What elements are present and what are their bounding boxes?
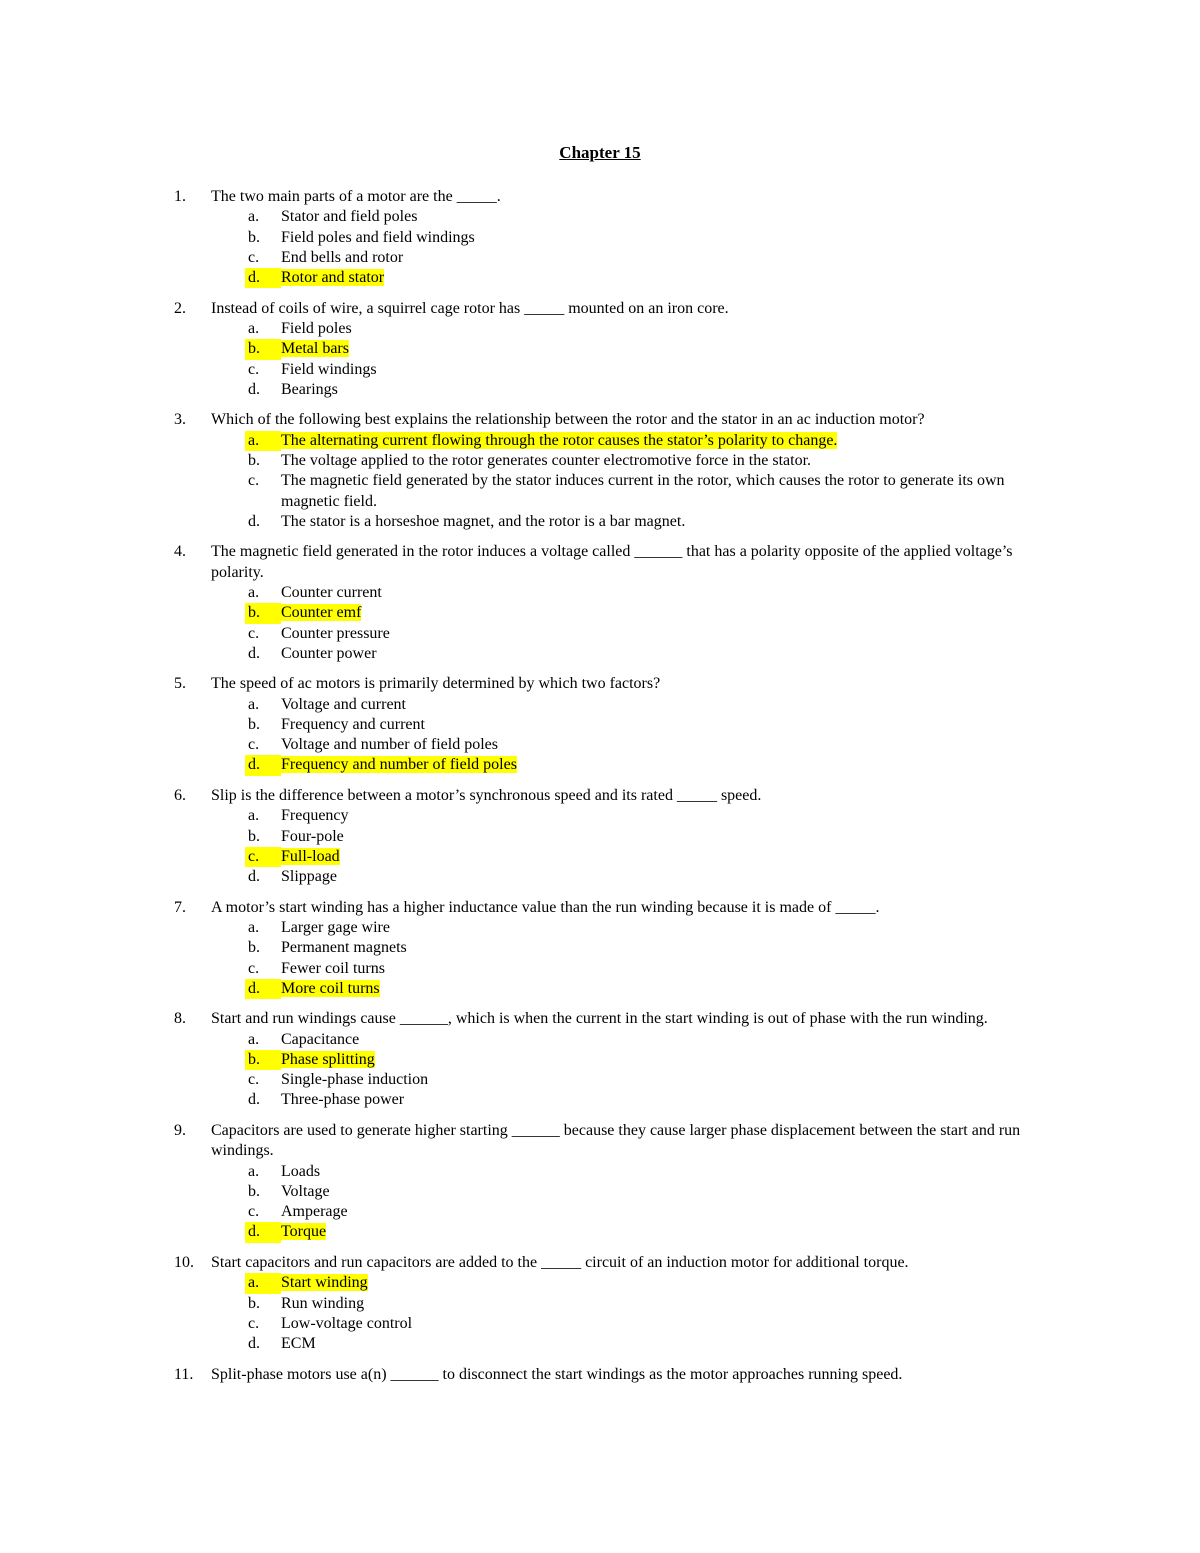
question-text: Capacitors are used to generate higher starting ______ because they cause larger phase displacement between the start and run windings. bbox=[211, 1121, 1021, 1160]
answer-option bbox=[245, 380, 1051, 400]
option-letter: b. bbox=[245, 1050, 281, 1070]
option-text: Slippage bbox=[281, 868, 337, 886]
question-text: Instead of coils of wire, a squirrel cage rotor has _____ mounted on an iron core. bbox=[211, 299, 729, 317]
option-letter: c. bbox=[248, 1314, 260, 1332]
option-text: Voltage and number of field poles bbox=[281, 736, 498, 754]
answer-option bbox=[245, 1162, 1051, 1182]
question-number: 11. bbox=[174, 1365, 194, 1383]
option-letter: d. bbox=[245, 268, 281, 288]
option-letter: c. bbox=[248, 1071, 260, 1089]
answer-option bbox=[245, 319, 1051, 339]
answer-option-highlighted bbox=[245, 755, 1051, 775]
option-text: Field windings bbox=[281, 360, 377, 378]
option-text: Frequency and number of field poles bbox=[281, 756, 517, 774]
answer-option bbox=[245, 1182, 1051, 1202]
option-letter: d. bbox=[248, 1091, 260, 1109]
question-item bbox=[0, 542, 1200, 664]
option-text: Run winding bbox=[281, 1294, 365, 1312]
option-text: Counter pressure bbox=[281, 624, 390, 642]
question-item bbox=[0, 1365, 1200, 1385]
option-text: ECM bbox=[281, 1335, 316, 1353]
answer-option bbox=[245, 806, 1051, 826]
option-text: Frequency bbox=[281, 807, 349, 825]
question-number: 6. bbox=[174, 786, 186, 804]
answer-option-highlighted bbox=[245, 1273, 1051, 1293]
option-letter: b. bbox=[248, 1182, 260, 1200]
option-letter: a. bbox=[248, 918, 260, 936]
question-item bbox=[0, 1009, 1200, 1110]
question-number: 4. bbox=[174, 543, 186, 561]
option-text: Frequency and current bbox=[281, 715, 425, 733]
answer-option-highlighted bbox=[245, 1050, 1051, 1070]
option-letter: d. bbox=[248, 644, 260, 662]
question-text: The magnetic field generated in the rotor induces a voltage called ______ that has a polarity opposite of the applied voltage’s polarity. bbox=[211, 543, 1013, 581]
option-text: Single-phase induction bbox=[281, 1071, 429, 1089]
option-text: Fewer coil turns bbox=[281, 959, 385, 977]
answer-option bbox=[245, 471, 1051, 512]
option-letter: c. bbox=[248, 736, 260, 754]
answer-option bbox=[245, 1090, 1051, 1110]
answer-option bbox=[245, 207, 1051, 227]
question-text: Which of the following best explains the relationship between the rotor and the stator in an ac induction motor? bbox=[211, 411, 925, 429]
option-letter: c. bbox=[248, 1203, 260, 1221]
answer-option-highlighted bbox=[245, 979, 1051, 999]
answer-option-highlighted bbox=[245, 1222, 1051, 1242]
option-letter: a. bbox=[248, 1162, 260, 1180]
answer-option bbox=[245, 715, 1051, 735]
option-text: Larger gage wire bbox=[281, 918, 390, 936]
question-text: The two main parts of a motor are the _____. bbox=[211, 188, 501, 205]
option-text: Counter emf bbox=[281, 604, 362, 622]
option-text: Low-voltage control bbox=[281, 1314, 413, 1332]
option-letter: b. bbox=[248, 1294, 260, 1312]
answer-option bbox=[245, 1070, 1051, 1090]
option-letter: c. bbox=[248, 360, 260, 378]
answer-option bbox=[245, 938, 1051, 958]
question-item bbox=[0, 299, 1200, 400]
answer-option bbox=[245, 360, 1051, 380]
question-number: 9. bbox=[174, 1121, 186, 1139]
answer-option bbox=[245, 248, 1051, 268]
answer-option bbox=[245, 583, 1051, 603]
question-number: 5. bbox=[174, 675, 186, 693]
option-text: Three-phase power bbox=[281, 1091, 405, 1109]
answer-option bbox=[245, 1294, 1051, 1314]
answer-option bbox=[245, 512, 1051, 532]
answer-option-highlighted bbox=[245, 268, 1051, 288]
option-text: Metal bars bbox=[281, 340, 349, 358]
option-text: Full-load bbox=[281, 847, 340, 865]
option-text: Torque bbox=[281, 1223, 327, 1241]
option-text: Capacitance bbox=[281, 1030, 360, 1048]
answer-option bbox=[245, 1334, 1051, 1354]
question-list bbox=[0, 187, 1200, 1395]
option-letter: b. bbox=[245, 339, 281, 359]
question-item bbox=[0, 786, 1200, 887]
answer-option bbox=[245, 918, 1051, 938]
option-letter: d. bbox=[245, 755, 281, 775]
answer-option bbox=[245, 644, 1051, 664]
option-letter: d. bbox=[245, 979, 281, 999]
option-letter: c. bbox=[248, 248, 260, 266]
option-letter: b. bbox=[248, 451, 260, 469]
answer-option bbox=[245, 1030, 1051, 1050]
option-letter: a. bbox=[245, 1273, 281, 1293]
option-text: Loads bbox=[281, 1162, 321, 1180]
question-text: Start and run windings cause ______, which is when the current in the start winding is out of phase with the run winding. bbox=[211, 1010, 988, 1028]
answer-option bbox=[245, 735, 1051, 755]
option-text: The alternating current flowing through the rotor causes the stator’s polarity to change. bbox=[281, 431, 838, 449]
question-number: 7. bbox=[174, 898, 186, 916]
question-number: 1. bbox=[174, 188, 186, 205]
answer-option bbox=[245, 1314, 1051, 1334]
option-text: Four-pole bbox=[281, 827, 344, 845]
option-letter: c. bbox=[245, 847, 281, 867]
answer-option bbox=[245, 228, 1051, 248]
option-letter: d. bbox=[245, 1222, 281, 1242]
option-text: Voltage and current bbox=[281, 695, 406, 713]
option-text: Counter power bbox=[281, 644, 377, 662]
option-text: Permanent magnets bbox=[281, 939, 407, 957]
option-letter: b. bbox=[248, 715, 260, 733]
option-letter: b. bbox=[248, 827, 260, 845]
option-letter: a. bbox=[248, 319, 260, 337]
option-letter: a. bbox=[248, 583, 260, 601]
answer-option-highlighted bbox=[245, 431, 1051, 451]
option-letter: b. bbox=[248, 228, 260, 246]
option-text: Bearings bbox=[281, 380, 338, 398]
answer-option-highlighted bbox=[245, 847, 1051, 867]
question-number: 8. bbox=[174, 1010, 186, 1028]
question-item bbox=[0, 1121, 1200, 1243]
option-text: Start winding bbox=[281, 1274, 368, 1292]
question-item bbox=[0, 674, 1200, 775]
option-letter: d. bbox=[248, 1335, 260, 1353]
option-text: Phase splitting bbox=[281, 1050, 375, 1068]
answer-option bbox=[245, 695, 1051, 715]
question-number: 3. bbox=[174, 411, 186, 429]
option-letter: a. bbox=[248, 1030, 260, 1048]
question-item bbox=[0, 898, 1200, 999]
question-text: A motor’s start winding has a higher inductance value than the run winding because it is made of _____. bbox=[211, 898, 880, 916]
page-title: Chapter 15 bbox=[559, 143, 641, 162]
option-text: Amperage bbox=[281, 1203, 348, 1221]
question-text: Slip is the difference between a motor’s synchronous speed and its rated _____ speed. bbox=[211, 786, 762, 804]
option-letter: d. bbox=[248, 380, 260, 398]
answer-option bbox=[245, 827, 1051, 847]
question-item bbox=[0, 1253, 1200, 1354]
option-letter: d. bbox=[248, 868, 260, 886]
option-text: Field poles bbox=[281, 319, 352, 337]
option-letter: a. bbox=[245, 431, 281, 451]
option-letter: a. bbox=[248, 208, 260, 226]
option-text: The stator is a horseshoe magnet, and the rotor is a bar magnet. bbox=[281, 512, 686, 530]
option-letter: b. bbox=[248, 939, 260, 957]
option-letter: a. bbox=[248, 807, 260, 825]
option-letter: d. bbox=[248, 512, 260, 530]
answer-option bbox=[245, 867, 1051, 887]
option-letter: a. bbox=[248, 695, 260, 713]
question-text: Start capacitors and run capacitors are added to the _____ circuit of an induction motor for additional torque. bbox=[211, 1253, 909, 1271]
answer-option-highlighted bbox=[245, 339, 1051, 359]
option-text: Voltage bbox=[281, 1182, 330, 1200]
question-number: 2. bbox=[174, 299, 186, 317]
answer-option-highlighted bbox=[245, 603, 1051, 623]
option-text: The magnetic field generated by the stator induces current in the rotor, which causes the rotor to generate its own magnetic field. bbox=[281, 472, 1005, 510]
answer-option bbox=[245, 624, 1051, 644]
option-text: End bells and rotor bbox=[281, 248, 404, 266]
option-text: Stator and field poles bbox=[281, 208, 418, 226]
option-text: More coil turns bbox=[281, 979, 380, 997]
option-letter: c. bbox=[248, 959, 260, 977]
answer-option bbox=[245, 1202, 1051, 1222]
option-text: The voltage applied to the rotor generates counter electromotive force in the stator. bbox=[281, 451, 812, 469]
option-text: Field poles and field windings bbox=[281, 228, 475, 246]
question-text: The speed of ac motors is primarily determined by which two factors? bbox=[211, 675, 661, 693]
question-item bbox=[0, 410, 1200, 532]
question-text: Split-phase motors use a(n) ______ to disconnect the start windings as the motor approaches running speed. bbox=[211, 1365, 903, 1383]
answer-option bbox=[245, 959, 1051, 979]
option-letter: b. bbox=[245, 603, 281, 623]
question-number: 10. bbox=[174, 1253, 194, 1271]
option-letter: c. bbox=[248, 472, 260, 490]
option-letter: c. bbox=[248, 624, 260, 642]
question-item bbox=[0, 187, 1200, 288]
option-text: Rotor and stator bbox=[281, 269, 385, 287]
answer-option bbox=[245, 451, 1051, 471]
option-text: Counter current bbox=[281, 583, 382, 601]
